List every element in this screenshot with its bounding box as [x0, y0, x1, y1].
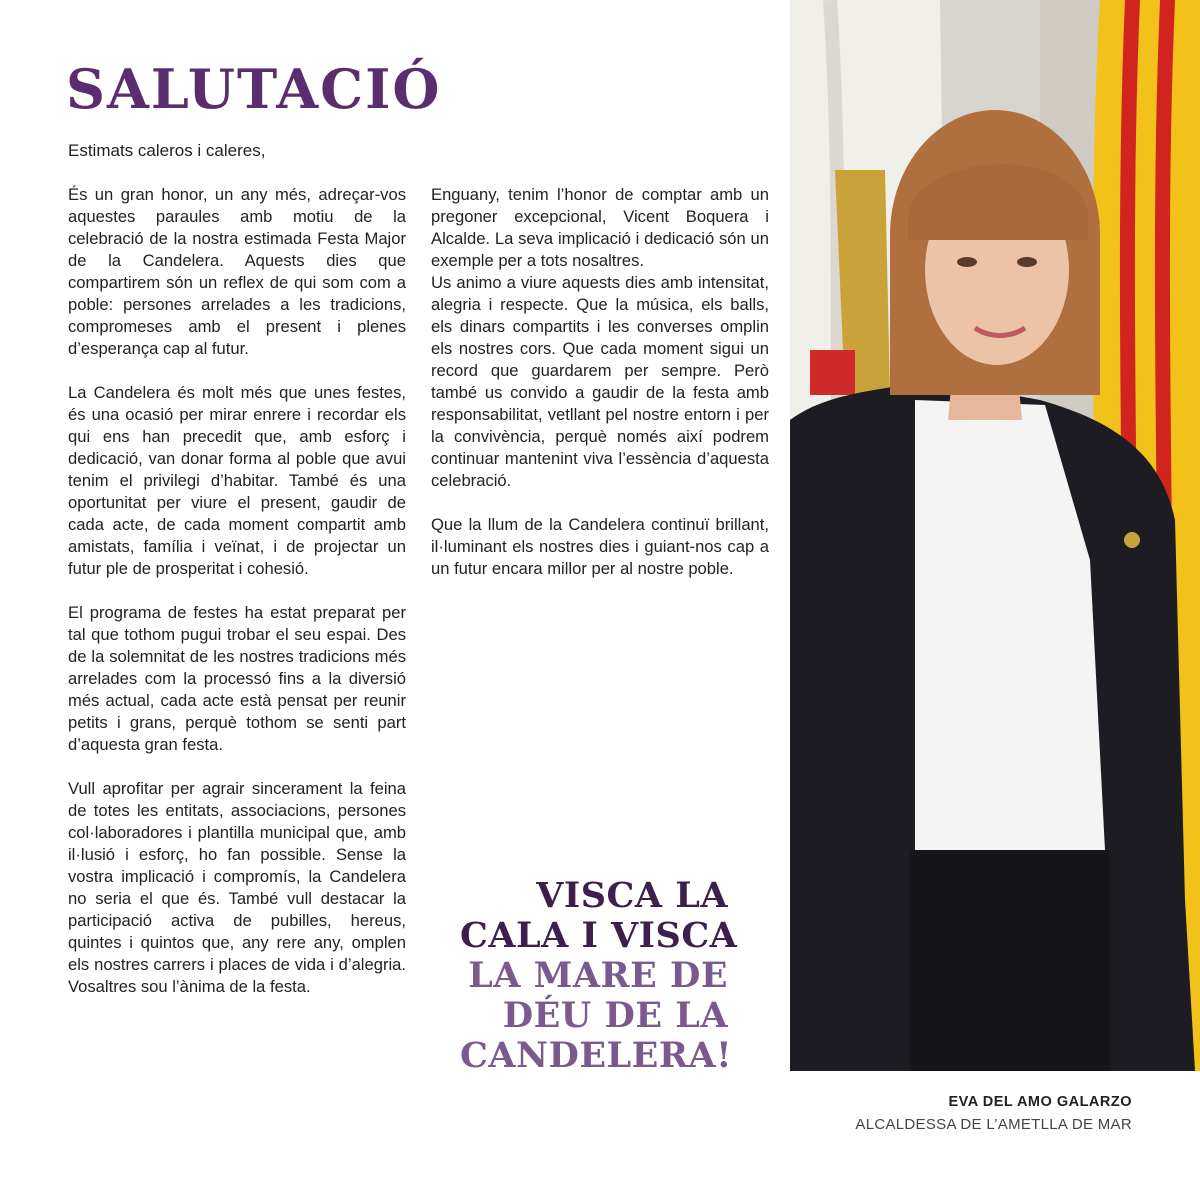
paragraph: Que la llum de la Candelera continuï brillant, il·luminant els nostres dies i guiant-nos cap a un futur encara millor per al nostre poble.	[431, 515, 769, 578]
caption-name: EVA DEL AMO GALARZO	[948, 1094, 1132, 1110]
paragraph: Us animo a viure aquests dies amb intensitat, alegria i respecte. Que la música, els balls, els dinars compartits i les converses omplin els nostres cors. Que cada moment sigui un record que guardarem per sempre. Però també us convido a gaudir de la festa amb responsabilitat, vetllant pel nostre entorn i per la convivència, perquè només així podrem continuar mantenint viva l’essència d’aquesta celebració.	[431, 273, 769, 490]
paragraph: És un gran honor, un any més, adreçar-vos aquestes paraules amb motiu de la celebració de la nostra estimada Festa Major de la Candelera. Aquests dies que compartirem són un reflex de qui som com a poble: persones arrelades a les tradicions, compromeses amb el present i plenes d’esperança cap al futur.	[68, 185, 406, 358]
left-text-column	[68, 184, 406, 1020]
right-text-column	[431, 184, 769, 602]
paragraph: El programa de festes ha estat preparat per tal que tothom pugui trobar el seu espai. Des de la solemnitat de les nostres tradicions més arrelades com la processó fins a la diversió més actual, cada acte està pensat per reunir petits i grans, perquè tothom se senti part d’aquesta gran festa.	[68, 603, 406, 754]
greeting: Estimats caleros i caleres,	[68, 141, 266, 160]
closing-motto	[460, 875, 738, 1076]
motto-line: LA MARE DE	[468, 955, 728, 996]
mayor-portrait-photo	[790, 0, 1200, 1071]
caption-role: ALCALDESSA DE L’AMETLLA DE MAR	[855, 1116, 1132, 1133]
paragraph: La Candelera és molt més que unes festes, és una ocasió per mirar enrere i recordar els qui ens han precedit que, amb esforç i dedicació, van donar forma al poble que avui tenim el privilegi d’habitar. També és una oportunitat per viure el present, gaudir de cada acte, de cada moment compartit amb amistats, família i veïnat, i de projectar un futur ple de prosperitat i cohesió.	[68, 383, 406, 578]
motto-line: CALA I VISCA	[460, 915, 738, 956]
paragraph: Vull aprofitar per agrair sincerament la feina de totes les entitats, associacions, persones col·laboradores i plantilla municipal que, amb il·lusió i esforç, ho fan possible. Sense la vostra implicació i compromís, la Candelera no seria el que és. També vull destacar la participació activa de pubilles, hereus, quintes i quintos que, any rere any, omplen els nostres carrers i places de vida i d’alegria. Vosaltres sou l’ànima de la festa.	[68, 779, 406, 996]
page-title: SALUTACIÓ	[66, 57, 442, 121]
motto-line: VISCA LA	[536, 875, 728, 916]
paragraph: Enguany, tenim l’honor de comptar amb un pregoner excepcional, Vicent Boquera i Alcalde. La seva implicació i dedicació són un exemple per a tots nosaltres.	[431, 185, 769, 270]
motto-line: DÉU DE LA	[502, 995, 728, 1036]
photo-caption	[855, 1094, 1132, 1133]
motto-line: CANDELERA!	[460, 1035, 732, 1076]
